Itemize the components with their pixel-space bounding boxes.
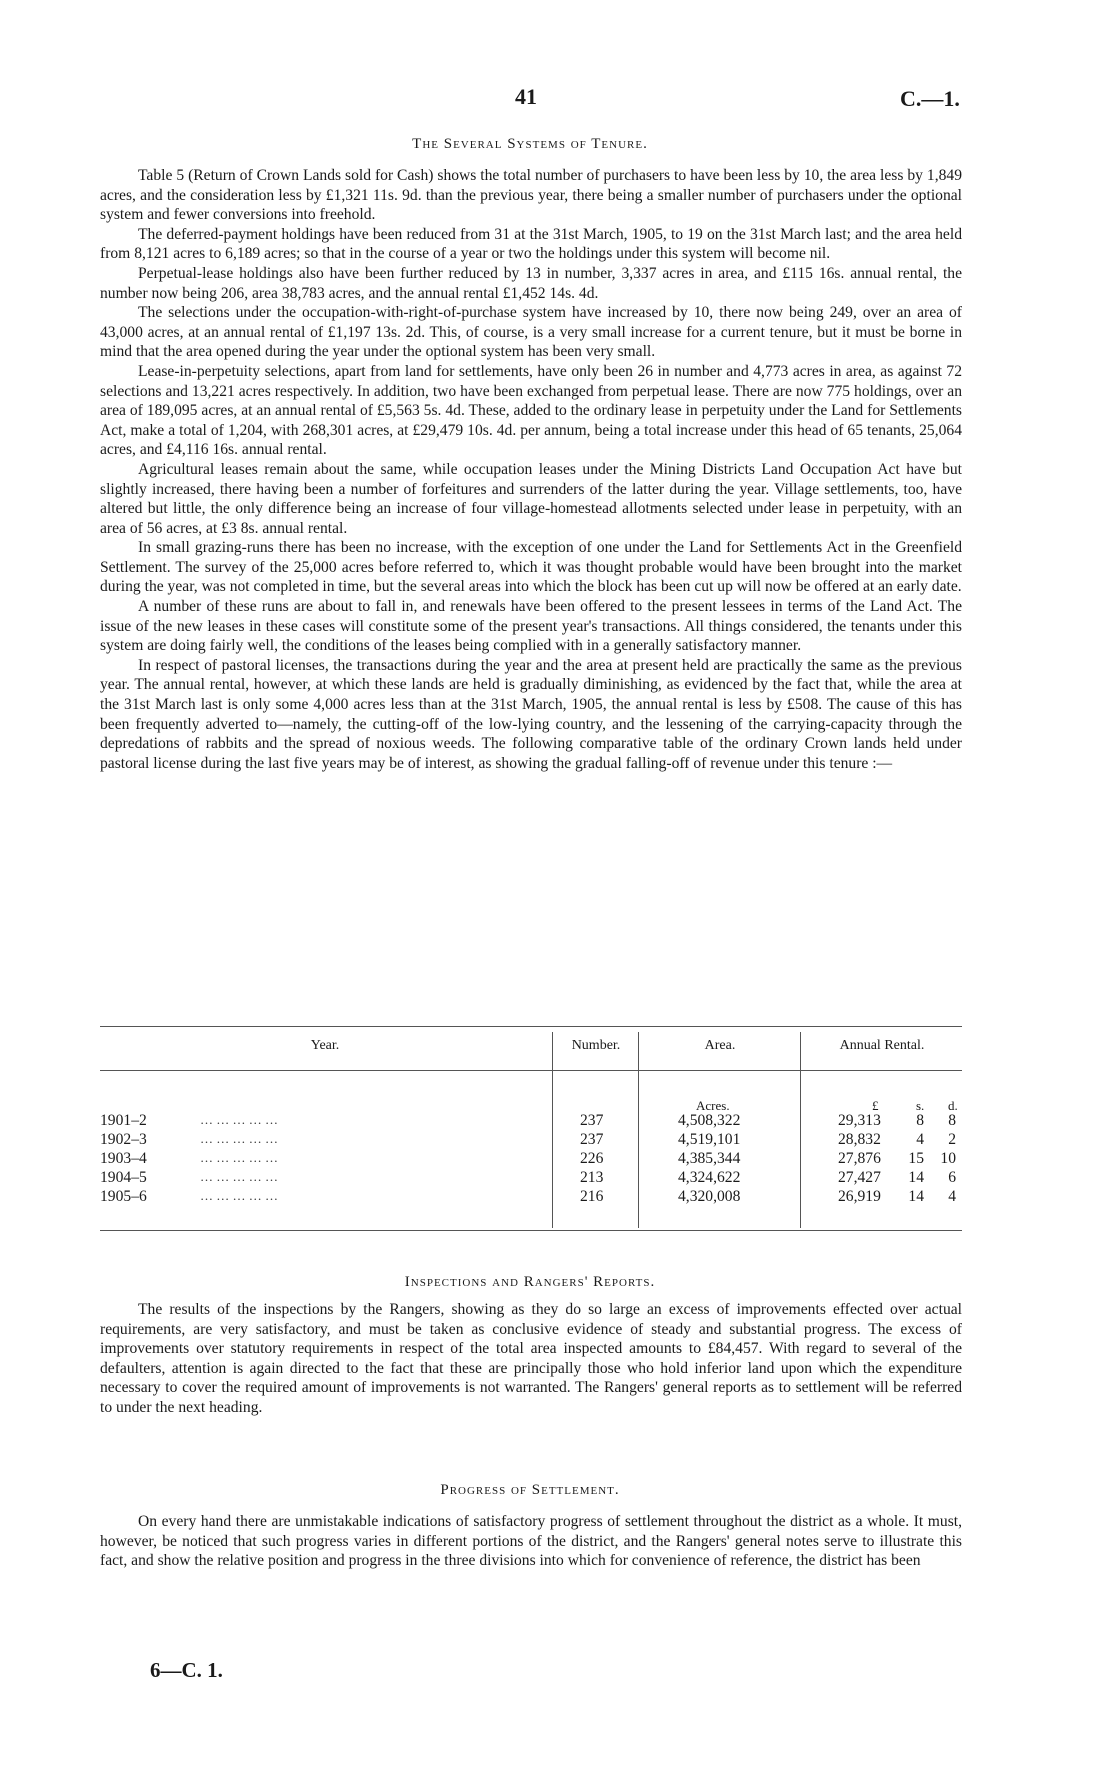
paragraph: The deferred-payment holdings have been reduced from 31 at the 31st March, 1905, to 19 on the 31st March last; and the area held from 8,121 acres to 6,189 acres; so that in the course of a year or two the holdings under this system will become nil. <box>100 225 962 263</box>
section-heading-settlement: Progress of Settlement. <box>440 1482 620 1498</box>
cell-number: 237 <box>580 1131 604 1148</box>
leader-dots: … … … … … <box>200 1169 278 1184</box>
cell-year: 1902–3 <box>100 1131 147 1148</box>
section-heading-tenure: The Several Systems of Tenure. <box>412 136 648 152</box>
table-top-rule <box>100 1026 962 1027</box>
unit-shillings: s. <box>916 1098 925 1113</box>
table-row <box>100 1131 962 1150</box>
paragraph: A number of these runs are about to fall in, and renewals have been offered to the present lessees in terms of the Land Act. The issue of the new leases in these cases will constitute some of the present year's transactions. All things considered, the tenants under this system are doing fairly well, the conditions of the leases being complied with in a generally satisfactory manner. <box>100 598 962 655</box>
cell-year: 1905–6 <box>100 1188 147 1205</box>
column-header-area: Area. <box>704 1038 736 1053</box>
cell-shillings: 14 <box>908 1169 924 1186</box>
cell-number: 237 <box>580 1112 604 1129</box>
cell-pence: 2 <box>948 1131 956 1148</box>
signature-mark: 6—C. 1. <box>150 1658 223 1682</box>
table-row <box>100 1169 962 1188</box>
paragraph: The results of the inspections by the Rangers, showing as they do so large an excess of improvements effected over actual requirements, are very satisfactory, and must be taken as conclusive evidence of steady and substantial progress. The excess of improvements over statutory requirements in respect of the total area inspected amounts to £84,457. With regard to several of the defaulters, attention is again directed to the fact that these are principally those who hold inferior land upon which the expenditure necessary to cover the required amount of improvements is not warranted. The Rangers' general reports as to settlement will be referred to under the next heading. <box>100 1301 962 1416</box>
page-number: 41 <box>515 84 537 109</box>
leader-dots: … … … … … <box>200 1131 278 1146</box>
cell-shillings: 4 <box>916 1131 924 1148</box>
section-body-settlement <box>100 1512 962 1571</box>
cell-area: 4,324,622 <box>678 1169 741 1186</box>
pastoral-license-table <box>100 1024 962 1234</box>
cell-pounds: 27,427 <box>838 1169 881 1186</box>
leader-dots: … … … … … <box>200 1188 278 1203</box>
table-header-rule <box>100 1070 962 1071</box>
column-header-rental: Annual Rental. <box>839 1038 925 1053</box>
cell-number: 213 <box>580 1169 604 1186</box>
cell-area: 4,519,101 <box>678 1131 741 1148</box>
section-body-tenure <box>100 166 962 773</box>
table-bottom-rule <box>100 1230 962 1231</box>
cell-year: 1903–4 <box>100 1150 147 1167</box>
cell-shillings: 8 <box>916 1112 924 1129</box>
unit-pounds: £ <box>872 1098 879 1113</box>
paragraph: In respect of pastoral licenses, the transactions during the year and the area at present held are practically the same as the previous year. The annual rental, however, at which these lands are held is gradually diminishing, as evidenced by the fact that, while the area at the 31st March last is only some 4,000 acres less than at the 31st March, 1905, the annual rental is less by £508. The cause of this has been frequently adverted to—namely, the cutting-off of the low-lying country, and the lessening of the carrying-capacity through the depredations of rabbits and the spread of noxious weeds. The following comparative table of the ordinary Crown lands held under pastoral license during the last five years may be of interest, as showing the gradual falling-off of revenue under this tenure :— <box>100 656 962 772</box>
unit-pence: d. <box>948 1098 958 1113</box>
paragraph: The selections under the occupation-with-right-of-purchase system have increased by 10, there now being 249, over an area of 43,000 acres, at an annual rental of £1,197 13s. 2d. This, of course, is a very small increase for a current tenure, but it must be borne in mind that the area opened during the year under the optional system has been very small. <box>100 304 962 361</box>
cell-year: 1901–2 <box>100 1112 147 1129</box>
cell-year: 1904–5 <box>100 1169 147 1186</box>
cell-pounds: 27,876 <box>838 1150 881 1167</box>
cell-number: 226 <box>580 1150 604 1167</box>
leader-dots: … … … … … <box>200 1112 278 1127</box>
cell-number: 216 <box>580 1188 604 1205</box>
cell-pence: 6 <box>948 1169 956 1186</box>
cell-shillings: 15 <box>908 1150 924 1167</box>
cell-pounds: 28,832 <box>838 1131 881 1148</box>
paragraph: On every hand there are unmistakable indications of satisfactory progress of settlement throughout the district as a whole. It must, however, be noticed that such progress varies in different portions of the district, and the Rangers' general notes serve to illustrate this fact, and show the relative position and progress in the three divisions into which for convenience of reference, the district has been <box>100 1513 962 1570</box>
cell-area: 4,385,344 <box>678 1150 741 1167</box>
cell-pounds: 29,313 <box>838 1112 881 1129</box>
cell-area: 4,508,322 <box>678 1112 741 1129</box>
cell-pounds: 26,919 <box>838 1188 881 1205</box>
column-header-number: Number. <box>571 1038 621 1053</box>
paragraph: In small grazing-runs there has been no increase, with the exception of one under the Land for Settlements Act in the Greenfield Settlement. The survey of the 25,000 acres before referred to, which it was thought probable would have been brought into the market during the year, was not completed in time, but the several areas into which the block has been cut up will now be offered at an early date. <box>100 539 962 596</box>
table-row <box>100 1188 962 1207</box>
document-reference: C.—1. <box>900 86 960 111</box>
cell-pence: 4 <box>948 1188 956 1205</box>
cell-shillings: 14 <box>908 1188 924 1205</box>
cell-area: 4,320,008 <box>678 1188 741 1205</box>
table-row <box>100 1112 962 1131</box>
cell-pence: 10 <box>940 1150 956 1167</box>
paragraph: Agricultural leases remain about the same, while occupation leases under the Mining Districts Land Occupation Act have but slightly increased, there having been a number of forfeitures and surrenders of the latter during the year. Village settlements, too, have altered but little, the only difference being an increase of four village-homestead allotments selected under lease in perpetuity, with an area of 56 acres, at £3 8s. annual rental. <box>100 460 962 537</box>
column-header-year: Year. <box>310 1038 340 1053</box>
cell-pence: 8 <box>948 1112 956 1129</box>
paragraph: Lease-in-perpetuity selections, apart from land for settlements, have only been 26 in number and 4,773 acres in area, as against 72 selections and 13,221 acres respectively. In addition, two have been exchanged from perpetual lease. There are now 775 holdings, over an area of 189,095 acres, at an annual rental of £5,563 5s. 4d. These, added to the ordinary lease in perpetuity under the Land for Settlements Act, make a total of 1,204, with 268,301 acres, at £29,479 10s. 4d. per annum, being a total increase under this head of 65 tenants, 25,064 acres, and £4,116 16s. annual rental. <box>100 362 962 459</box>
section-body-inspections <box>100 1300 962 1418</box>
paragraph: Perpetual-lease holdings also have been further reduced by 13 in number, 3,337 acres in area, and £115 16s. annual rental, the number now being 206, area 38,783 acres, and the annual rental £1,452 14s. 4d. <box>100 264 962 302</box>
paragraph: Table 5 (Return of Crown Lands sold for Cash) shows the total number of purchasers to have been less by 10, the area less by 1,849 acres, and the consideration less by £1,321 11s. 9d. than the previous year, there being a smaller number of purchasers under the optional system and fewer conversions into freehold. <box>100 167 962 224</box>
unit-acres: Acres. <box>696 1098 730 1113</box>
leader-dots: … … … … … <box>200 1150 278 1165</box>
section-heading-inspections: Inspections and Rangers' Reports. <box>404 1274 656 1290</box>
table-row <box>100 1150 962 1169</box>
